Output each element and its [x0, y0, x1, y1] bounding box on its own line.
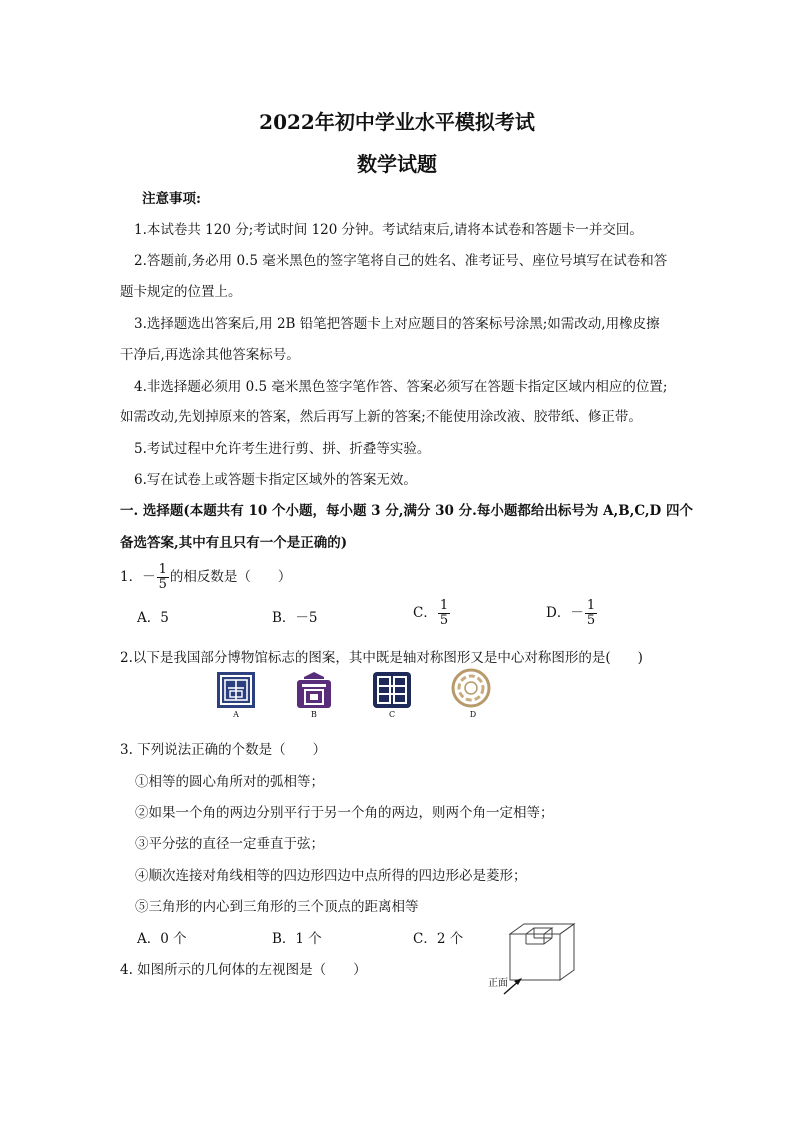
notice-heading: 注意事项:: [142, 191, 201, 207]
front-view-label: 正面: [488, 978, 508, 989]
q1-frac-num: 1: [158, 562, 167, 577]
q3-statement: ④顺次连接对角线相等的四边形四边中点所得的四边形必是菱形；: [135, 868, 527, 884]
q3-statement: ⑤三角形的内心到三角形的三个顶点的距离相等: [135, 899, 419, 915]
q1-option-c: [413, 599, 451, 628]
logo-label: A: [233, 710, 239, 719]
notice-item: 6.写在试卷上或答题卡指定区域外的答案无效。: [134, 472, 417, 488]
q3-option-c: C．2 个: [413, 931, 464, 947]
museum-logo-c-icon: [372, 671, 412, 711]
notice-item: 如需改动,先划掉原来的答案，然后再写上新的答案;不能使用涂改液、胶带纸、修正带。: [120, 409, 642, 425]
notice-item: 题卡规定的位置上。: [120, 284, 242, 300]
q1-option-d-label: D．－: [546, 605, 584, 621]
q1-option-d-fraction: [585, 599, 597, 628]
q1-option-c-label: C．: [413, 605, 437, 621]
question-4: 4. 如图所示的几何体的左视图是（ ）: [120, 962, 367, 978]
notice-item: 3.选择题选出答案后,用 2B 铅笔把答题卡上对应题目的答案标号涂黑;如需改动,用橡皮擦: [134, 316, 660, 332]
q1-optc-den: 5: [439, 613, 449, 628]
q1-optd-den: 5: [586, 613, 596, 628]
notice-item: 2.答题前,务必用 0.5 毫米黑色的签字笔将自己的姓名、准考证号、座位号填写在试卷和答: [134, 253, 668, 269]
logo-label: C: [388, 710, 396, 719]
q1-suffix: 的相反数是（ ）: [169, 569, 292, 585]
q3-option-b: B．1 个: [272, 931, 322, 947]
q1-optc-num: 1: [439, 598, 449, 613]
museum-logo-d-icon: [451, 668, 491, 708]
q3-statement: ②如果一个角的两边分别平行于另一个角的两边，则两个角一定相等；: [135, 805, 554, 821]
exam-title: 2022年初中学业水平模拟考试: [259, 110, 535, 134]
question-2: 2.以下是我国部分博物馆标志的图案，其中既是轴对称图形又是中心对称图形的是( ): [120, 650, 643, 666]
q1-option-c-fraction: [438, 599, 450, 628]
question-3: 3. 下列说法正确的个数是（ ）: [120, 742, 327, 758]
section-heading: 备选答案,其中有且只有一个是正确的): [120, 535, 348, 551]
q3-statement: ③平分弦的直径一定垂直于弦；: [135, 836, 324, 852]
notice-item: 干净后,再选涂其他答案标号。: [120, 347, 300, 363]
notice-item: 4.非选择题必须用 0.5 毫米黑色签字笔作答、答案必须写在答题卡指定区域内相应的位置;: [134, 379, 668, 395]
notice-item: 5.考试过程中允许考生进行剪、拼、折叠等实验。: [134, 441, 431, 457]
q1-frac-den: 5: [158, 577, 167, 592]
exam-subtitle: 数学试题: [357, 152, 437, 176]
museum-logo-b-icon: [294, 671, 334, 711]
notice-item: 1.本试卷共 120 分;考试时间 120 分钟。考试结束后,请将本试卷和答题卡一并交回。: [134, 222, 643, 238]
q1-fraction: [157, 563, 169, 592]
q1-prefix: 1．－: [120, 569, 156, 585]
logo-label: D: [469, 710, 477, 719]
q3-statement: ①相等的圆心角所对的弧相等；: [135, 774, 324, 790]
question-1: [120, 563, 291, 592]
museum-logo-a-icon: [216, 671, 256, 711]
q1-option-a: A．5: [137, 610, 169, 626]
section-heading: 一. 选择题(本题共有 10 个小题，每小题 3 分,满分 30 分.每小题都给出标号为 A,B,C,D 四个: [120, 503, 693, 519]
q1-option-d: [546, 599, 598, 628]
q1-optd-num: 1: [586, 598, 596, 613]
q3-option-a: A．0 个: [137, 931, 187, 947]
logo-label: B: [311, 710, 317, 719]
q1-option-b: B．－5: [272, 610, 318, 626]
